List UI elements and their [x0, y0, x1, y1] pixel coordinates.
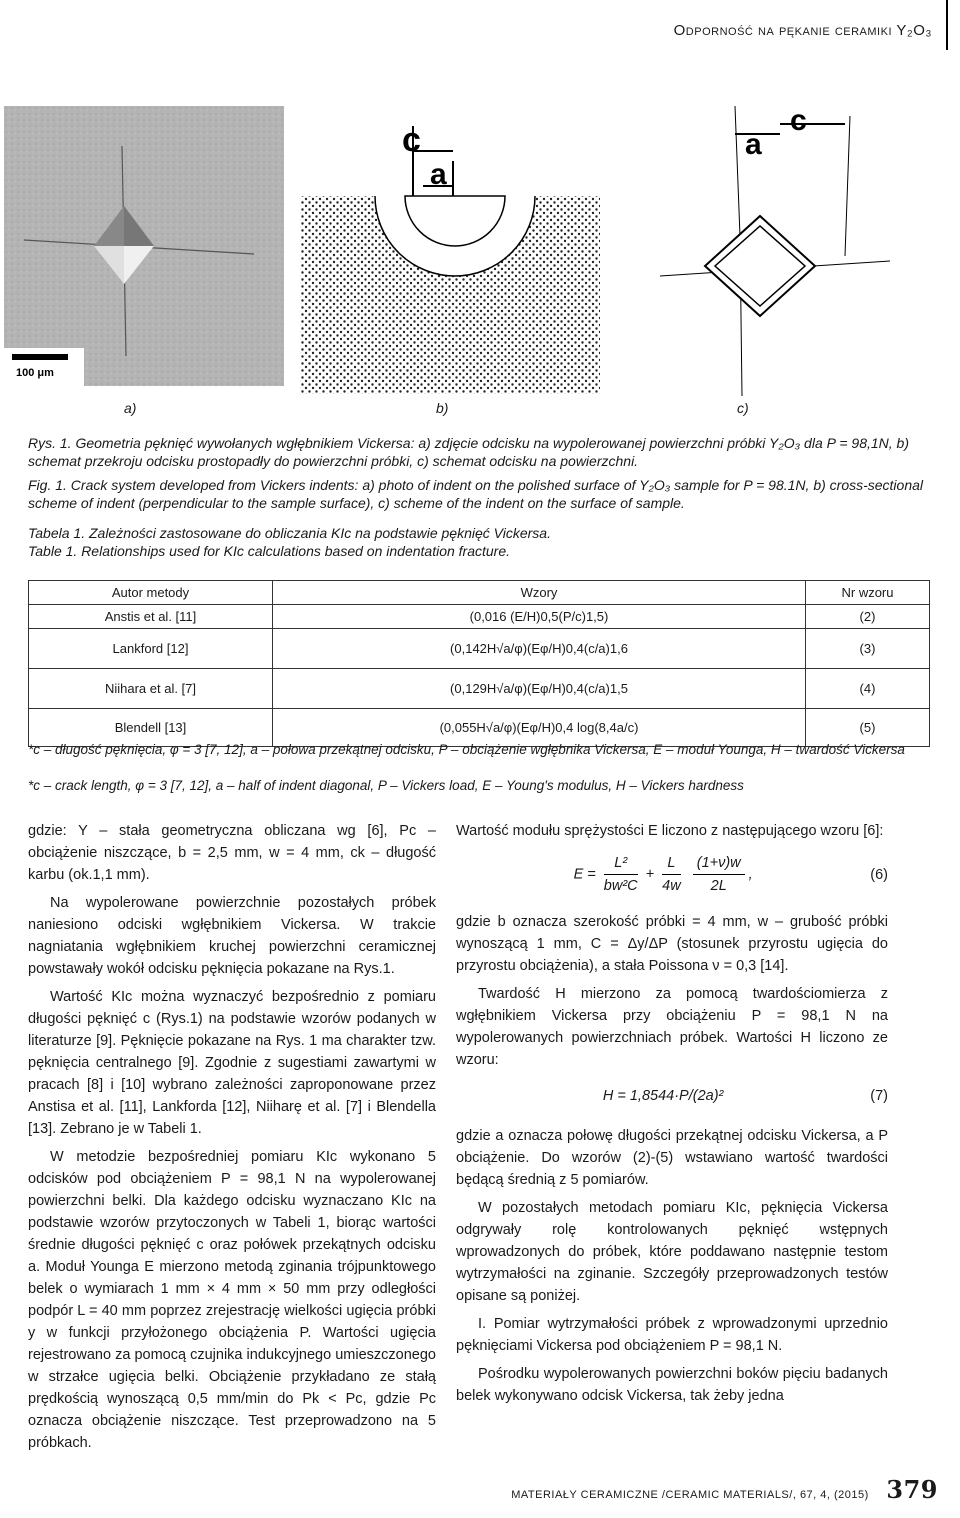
header-formula: Wzory: [273, 581, 806, 605]
body-left-column: [28, 820, 436, 1460]
body-right-column: [456, 820, 888, 1413]
number-cell: (2): [806, 605, 930, 629]
fraction: $\frac{L}{4w}$: [662, 852, 681, 897]
label-a: a: [745, 128, 762, 161]
running-header: Odporność na pękanie ceramiki Y₂O₃: [673, 22, 932, 39]
surface-diagram: [640, 106, 920, 396]
paragraph: gdzie a oznacza połowę długości przekątnej odcisku Vickersa, a P obciążenie. Do wzorów (2)-(5) wstawiano wartość twardości będącą średnią z 5 pomiarów.: [456, 1128, 888, 1188]
table-row: [29, 629, 930, 669]
table-row: [29, 605, 930, 629]
page-number: 379: [886, 1475, 938, 1504]
table-row: [29, 669, 930, 709]
number-cell: (5): [806, 709, 930, 747]
surface-scheme: [640, 106, 920, 396]
cross-section-diagram: [290, 106, 615, 396]
scale-bar-label: 100 μm: [16, 367, 54, 379]
author-cell: Lankford [12]: [29, 629, 273, 669]
label-c: c: [402, 121, 421, 159]
table-footnote-en: *c – crack length, φ = 3 [7, 12], a – half of indent diagonal, P – Vickers load, E – Young's modulus, H – Vickers hardness: [28, 778, 744, 793]
paragraph: gdzie b oznacza szerokość próbki = 4 mm, w – grubość próbki wynoszącą 1 mm, C = Δy/ΔP (stosunek przyrostu ugięcia do przyrostu obciążenia), a stała Poissona ν = 0,3 [14].: [456, 914, 888, 974]
author-cell: Niihara et al. [7]: [29, 669, 273, 709]
header-author: Autor metody: [29, 581, 273, 605]
figure-caption-pl: Rys. 1. Geometria pęknięć wywołanych wgłębnikiem Vickersa: a) zdjęcie odcisku na wypolerowanej powierzchni próbki Y₂O₃ dla P = 98,1N, b) schemat przekroju odcisku prostopadły do powierzchni próbki, c) schemat odcisku na powierzchni.: [28, 435, 909, 469]
micrograph-photo: [4, 106, 284, 386]
number-cell: (4): [806, 669, 930, 709]
cross-section-scheme: [290, 106, 615, 396]
paragraph: W pozostałych metodach pomiaru KIc, pęknięcia Vickersa odgrywały rolę kontrolowanych pęknięć wstępnych wprowadzonych do próbek, które poddawano następnie testom wytrzymałości na zginanie. Szczegóły przeprowadzonych testów opisane są poniżej.: [456, 1200, 888, 1304]
paragraph: Na wypolerowane powierzchnie pozostałych próbek naniesiono odciski wgłębnikiem Vickersa. W trakcie nagniatania wgłębnikiem kruchej powierzchni ceramicznej powstawały wokół odcisku pęknięcia pokazane na Rys.1.: [28, 895, 436, 977]
table-header-row: [29, 581, 930, 605]
paragraph: W metodzie bezpośredniej pomiaru KIc wykonano 5 odcisków pod obciążeniem P = 98,1 N na wypolerowanej powierzchni belki. Dla każdego odcisku wyznaczano KIc na podstawie wzorów przytoczonych w Tabeli 1, biorąc wartości średnie długości pęknięć c oraz połówek przekątnych odcisku a. Moduł Younga E mierzono metodą zginania trójpunktowego belek o wymiarach 1 mm × 4 mm × 50 mm przy odległości podpór L = 40 mm poprzez zrejestrację wielkości ugięcia próbki y w funkcji przyłożonego obciążenia P. Wartości ugięcia rejestrowano za pomocą czujnika indukcyjnego umieszczonego w strzałce ugięcia belki. Obciążenie przykładano ze stałą prędkością wynoszącą 0,5 mm/min do Pk < Pc, gdzie Pc oznacza obciążenie niszczące. Test przeprowadzono na 5 próbkach.: [28, 1149, 436, 1451]
formula-cell: (0,129H√a/φ)(Eφ/H)0,4(c/a)1,5: [273, 669, 806, 709]
panel-label-a: a): [124, 400, 137, 416]
formula-cell: (0,016 (E/H)0,5(P/c)1,5): [273, 605, 806, 629]
fraction: $\frac{(1+\nu)w}{2L}$: [693, 852, 745, 897]
equation-body: H = 1,8544·P/(2a)²: [602, 1088, 724, 1104]
equation-number: (7): [870, 1088, 888, 1104]
panel-label-c: c): [737, 400, 749, 416]
header-number: Nr wzoru: [806, 581, 930, 605]
journal-citation: MATERIAŁY CERAMICZNE /CERAMIC MATERIALS/, 67, 4, (2015): [511, 1489, 869, 1501]
label-c: c: [790, 106, 807, 137]
panel-label-b: b): [436, 400, 449, 416]
table-caption-pl: Tabela 1. Zależności zastosowane do obliczania KIc na podstawie pęknięć Vickersa.: [28, 525, 551, 541]
author-cell: Anstis et al. [11]: [29, 605, 273, 629]
page-footer: [511, 1475, 938, 1504]
formula-cell: (0,055H√a/φ)(Eφ/H)0,4 log(8,4a/c): [273, 709, 806, 747]
figure-1: [0, 104, 960, 404]
formula-cell: (0,142H√a/φ)(Eφ/H)0,4(c/a)1,6: [273, 629, 806, 669]
equation-body: E = $\frac{\text{L²}}{\text{bw²C}}$ + $\frac{L}{4w}$ $\frac{(1+\nu)w}{2L}$ ,: [456, 852, 870, 897]
header-rule: [946, 0, 948, 50]
fraction: $\frac{\text{L²}}{\text{bw²C}}$: [604, 852, 638, 897]
paragraph: Wartość KIc można wyznaczyć bezpośrednio z pomiaru długości pęknięć c (Rys.1) na podstawie wzorów podanych w literaturze [9]. Pęknięcie pokazane na Rys. 1 ma charakter tzw. pęknięcia centralnego [9]. Zgodnie z sugestiami zawartymi w pracach [8] i [10] wybrano zależności zaproponowane przez Anstisa et al. [11], Lankforda [12], Niiharę et al. [7] i Blendella [13]. Zebrano je w Tabeli 1.: [28, 989, 436, 1137]
formula-table: [28, 580, 930, 747]
paragraph: Twardość H mierzono za pomocą twardościomierza z wgłębnikiem Vickersa przy obciążeniu P = 98,1 N na wypolerowanych powierzchniach próbek. Wartości H liczono ze wzoru:: [456, 986, 888, 1068]
paragraph: Pośrodku wypolerowanych powierzchni boków pięciu badanych belek wykonywano odcisk Vickersa, tak żeby jedna: [456, 1366, 888, 1404]
equation-6: [456, 852, 888, 897]
paragraph: Wartość modułu sprężystości E liczono z następującego wzoru [6]:: [456, 823, 884, 839]
paragraph: I. Pomiar wytrzymałości próbek z wprowadzonymi uprzednio pęknięciami Vickersa pod obciążeniem P = 98,1 N.: [456, 1316, 888, 1354]
equation-7: [456, 1085, 888, 1107]
micrograph-image: [4, 106, 284, 386]
figure-caption-en: Fig. 1. Crack system developed from Vickers indents: a) photo of indent on the polished surface of Y₂O₃ sample for P = 98.1N, b) cross-sectional scheme of indent (perpendicular to the sample surface), c) scheme of the indent on the surface of sample.: [28, 477, 924, 511]
table-caption-en: Table 1. Relationships used for KIc calculations based on indentation fracture.: [28, 543, 511, 559]
table-footnote-pl: *c – długość pęknięcia, φ = 3 [7, 12], a – połowa przekątnej odcisku, P – obciążenie wgłębnika Vickersa, E – moduł Younga, H – twardość Vickersa: [28, 742, 905, 757]
number-cell: (3): [806, 629, 930, 669]
label-a: a: [430, 158, 447, 191]
equation-number: (6): [870, 866, 888, 883]
paragraph: gdzie: Y – stała geometryczna obliczana wg [6], Pc – obciążenie niszczące, b = 2,5 mm, w = 4 mm, ck – długość karbu (ok.1,1 mm).: [28, 823, 436, 883]
author-cell: Blendell [13]: [29, 709, 273, 747]
